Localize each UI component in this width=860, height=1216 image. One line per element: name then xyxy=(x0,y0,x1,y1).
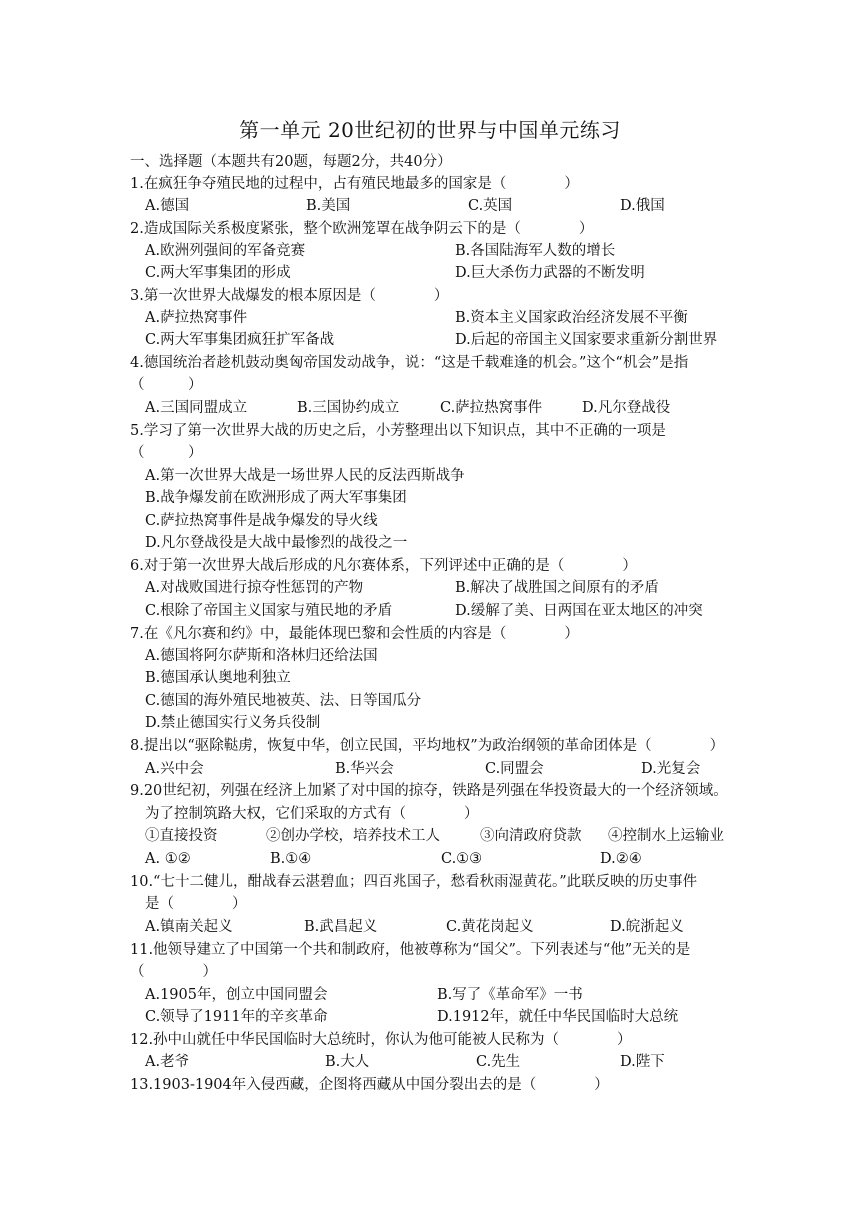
q11-option-a: A.1905年，创立中国同盟会 xyxy=(145,987,328,1003)
question-10-stem: 10.“七十二健儿，酣战春云湛碧血；四百兆国子，愁看秋雨湿黄花。”此联反映的历史事件 xyxy=(130,874,698,890)
q7-option-d: D.禁止德国实行义务兵役制 xyxy=(145,715,321,731)
question-1-stem: 1.在疯狂争夺殖民地的过程中，占有殖民地最多的国家是（ ） xyxy=(130,176,579,192)
q9-item-1: ①直接投资 xyxy=(145,828,218,844)
q1-option-a: A.德国 xyxy=(145,198,190,214)
question-11-continuation: （ ） xyxy=(130,964,217,980)
q6-option-d: D.缓解了美、日两国在亚太地区的冲突 xyxy=(455,603,703,619)
q9-option-a: A. ①② xyxy=(145,851,191,867)
question-13-stem: 13.1903-1904年入侵西藏，企图将西藏从中国分裂出去的是（ ） xyxy=(130,1077,609,1093)
q11-option-c: C.领导了1911年的辛亥革命 xyxy=(145,1009,328,1025)
q8-option-c: C.同盟会 xyxy=(485,761,544,777)
q12-option-d: D.陛下 xyxy=(620,1054,665,1070)
q7-option-b: B.德国承认奥地利独立 xyxy=(145,670,291,686)
q1-option-d: D.俄国 xyxy=(620,198,665,214)
question-9-continuation: 为了控制筑路大权，它们采取的方式有（ ） xyxy=(145,806,479,822)
question-5-continuation: （ ） xyxy=(130,445,203,461)
q2-option-d: D.巨大杀伤力武器的不断发明 xyxy=(455,265,645,281)
q4-option-d: D.凡尔登战役 xyxy=(582,400,671,416)
q5-option-a: A.第一次世界大战是一场世界人民的反法西斯战争 xyxy=(145,468,465,484)
q7-option-a: A.德国将阿尔萨斯和洛林归还给法国 xyxy=(145,648,378,664)
section-heading: 一、选择题（本题共有20题，每题2分，共40分） xyxy=(130,154,452,170)
question-11-stem: 11.他领导建立了中国第一个共和制政府，他被尊称为“国父”。下列表述与“他”无关的是 xyxy=(130,942,691,958)
q3-option-b: B.资本主义国家政治经济发展不平衡 xyxy=(455,310,688,326)
q10-option-b: B.武昌起义 xyxy=(304,919,378,935)
q2-option-c: C.两大军事集团的形成 xyxy=(145,265,291,281)
q10-option-d: D.皖浙起义 xyxy=(610,919,684,935)
q8-option-b: B.华兴会 xyxy=(335,761,394,777)
q1-option-b: B.美国 xyxy=(306,198,351,214)
q1-option-c: C.英国 xyxy=(468,198,513,214)
q12-option-a: A.老爷 xyxy=(145,1054,190,1070)
q3-option-d: D.后起的帝国主义国家要求重新分割世界 xyxy=(455,332,718,348)
q6-option-c: C.根除了帝国主义国家与殖民地的矛盾 xyxy=(145,603,393,619)
question-8-stem: 8.提出以“驱除鞑虏，恢复中华，创立民国，平均地权”为政治纲领的革命团体是（ ） xyxy=(130,738,725,754)
q9-option-b: B.①④ xyxy=(270,851,312,867)
q4-option-c: C.萨拉热窝事件 xyxy=(440,400,543,416)
q4-option-b: B.三国协约成立 xyxy=(297,400,400,416)
q5-option-d: D.凡尔登战役是大战中最惨烈的战役之一 xyxy=(145,535,408,551)
q5-option-c: C.萨拉热窝事件是战争爆发的导火线 xyxy=(145,513,378,529)
q10-option-c: C.黄花岗起义 xyxy=(446,919,534,935)
q6-option-a: A.对战败国进行掠夺性惩罚的产物 xyxy=(145,580,364,596)
question-10-continuation: 是（ ） xyxy=(145,896,247,912)
q12-option-b: B.大人 xyxy=(325,1054,370,1070)
q3-option-a: A.萨拉热窝事件 xyxy=(145,310,248,326)
question-2-stem: 2.造成国际关系极度紧张，整个欧洲笼罩在战争阴云下的是（ ） xyxy=(130,221,594,237)
question-9-stem: 9.20世纪初，列强在经济上加紧了对中国的掠夺，铁路是列强在华投资最大的一个经济领域。 xyxy=(130,783,728,799)
q11-option-d: D.1912年，就任中华民国临时大总统 xyxy=(437,1009,679,1025)
q9-option-c: C.①③ xyxy=(441,851,483,867)
q11-option-b: B.写了《革命军》一书 xyxy=(437,987,583,1003)
q2-option-a: A.欧洲列强间的军备竞赛 xyxy=(145,243,306,259)
q6-option-b: B.解决了战胜国之间原有的矛盾 xyxy=(455,580,659,596)
question-5-stem: 5.学习了第一次世界大战的历史之后，小芳整理出以下知识点，其中不正确的一项是 xyxy=(130,423,666,439)
question-4-stem: 4.德国统治者趁机鼓动奥匈帝国发动战争，说：“这是千载难逢的机会。”这个“机会”是指 xyxy=(130,355,689,371)
q7-option-c: C.德国的海外殖民地被英、法、日等国瓜分 xyxy=(145,693,422,709)
q8-option-d: D.光复会 xyxy=(641,761,701,777)
q4-option-a: A.三国同盟成立 xyxy=(145,400,248,416)
q8-option-a: A.兴中会 xyxy=(145,761,204,777)
q2-option-b: B.各国陆海军人数的增长 xyxy=(455,243,616,259)
q9-item-3: ③向清政府贷款 xyxy=(480,828,582,844)
question-6-stem: 6.对于第一次世界大战后形成的凡尔赛体系，下列评述中正确的是（ ） xyxy=(130,558,637,574)
q10-option-a: A.镇南关起义 xyxy=(145,919,233,935)
question-7-stem: 7.在《凡尔赛和约》中，最能体现巴黎和会性质的内容是（ ） xyxy=(130,626,579,642)
q12-option-c: C.先生 xyxy=(476,1054,521,1070)
page-title: 第一单元 20世纪初的世界与中国单元练习 xyxy=(239,118,621,142)
q5-option-b: B.战争爆发前在欧洲形成了两大军事集团 xyxy=(145,490,407,506)
question-12-stem: 12.孙中山就任中华民国临时大总统时，你认为他可能被人民称为（ ） xyxy=(130,1032,632,1048)
question-4-continuation: （ ） xyxy=(130,377,203,393)
q9-option-d: D.②④ xyxy=(600,851,642,867)
q9-item-4: ④控制水上运输业 xyxy=(608,828,724,844)
q3-option-c: C.两大军事集团疯狂扩军备战 xyxy=(145,332,335,348)
question-3-stem: 3.第一次世界大战爆发的根本原因是（ ） xyxy=(130,288,449,304)
q9-item-2: ②创办学校，培养技术工人 xyxy=(266,828,440,844)
